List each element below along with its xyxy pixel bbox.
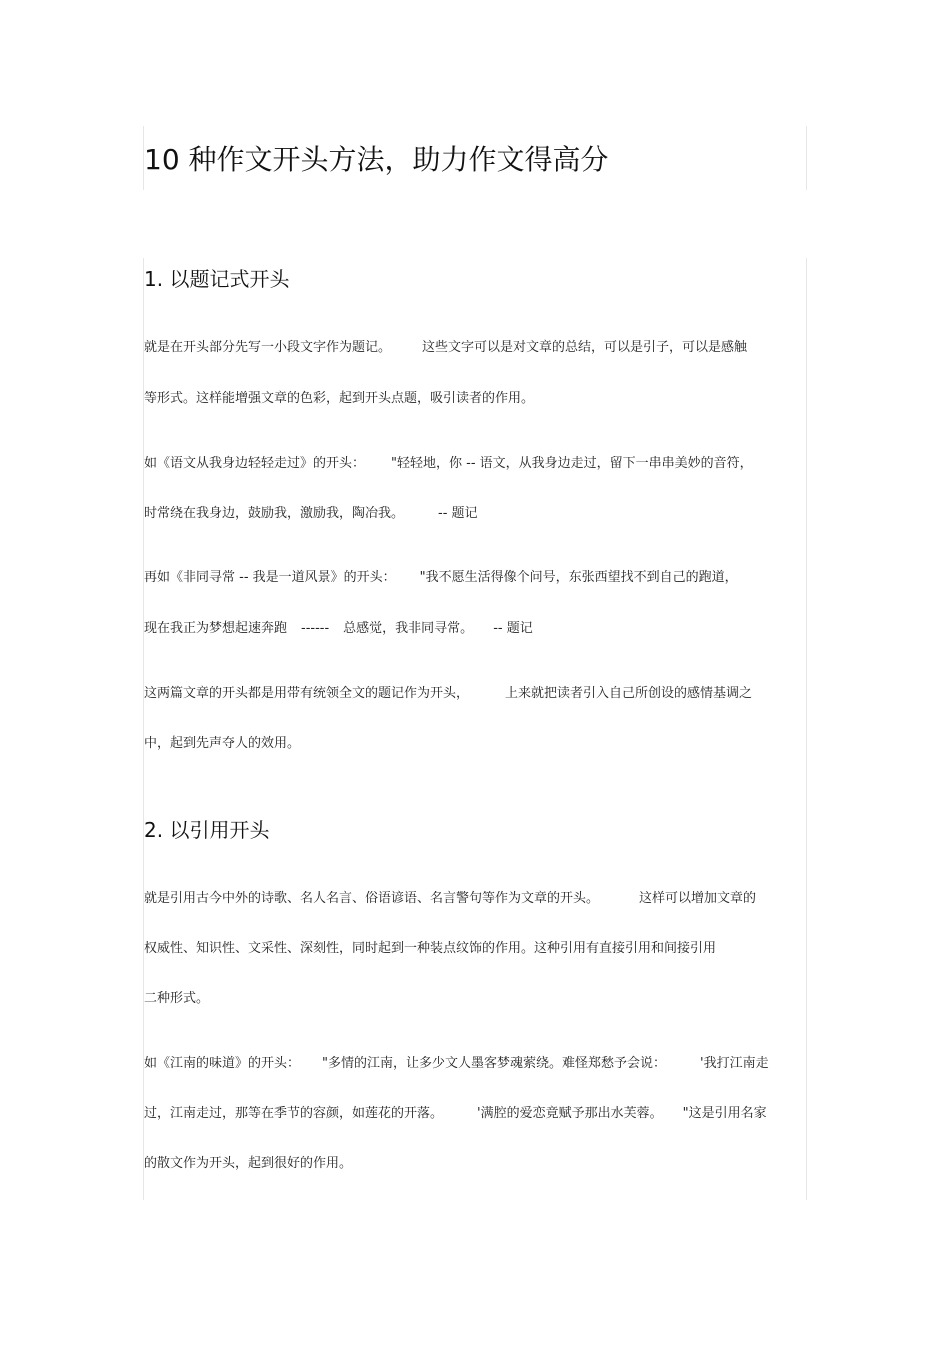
text-run: 就是在开头部分先写一小段文字作为题记。 bbox=[144, 340, 392, 355]
paragraph-line bbox=[144, 889, 756, 909]
text-run: "多情的江南，让多少文人墨客梦魂萦绕。难怪郑愁予会说： bbox=[322, 1056, 666, 1071]
text-run: 上来就把读者引入自己所创设的感情基调之 bbox=[505, 686, 753, 701]
text-run: 二种形式。 bbox=[144, 991, 210, 1006]
text-run: 这两篇文章的开头都是用带有统领全文的题记作为开头， bbox=[144, 686, 470, 701]
paragraph-line bbox=[144, 684, 752, 704]
text-run: 的散文作为开头，起到很好的作用。 bbox=[144, 1156, 353, 1171]
section-heading: 2. 以引用开头 bbox=[144, 818, 270, 842]
text-run: ------ bbox=[301, 621, 330, 636]
text-run: 中，起到先声夺人的效用。 bbox=[144, 736, 301, 751]
paragraph-line bbox=[144, 1054, 769, 1074]
text-run: 过，江南走过，那等在季节的容颜，如莲花的开落。 bbox=[144, 1106, 444, 1121]
paragraph-line bbox=[144, 734, 300, 754]
body-block-right-rule bbox=[806, 258, 807, 1200]
text-run: 等形式。这样能增强文章的色彩，起到开头点题，吸引读者的作用。 bbox=[144, 391, 535, 406]
text-run: 总感觉，我非同寻常。 bbox=[343, 621, 474, 636]
paragraph-line bbox=[144, 619, 533, 639]
text-run: 时常绕在我身边，鼓励我，激励我，陶冶我。 bbox=[144, 506, 405, 521]
text-run: 如《语文从我身边轻轻走过》的开头： bbox=[144, 456, 366, 471]
text-run: 现在我正为梦想起速奔跑 bbox=[144, 621, 288, 636]
text-run: "轻轻地，你 -- 语文，从我身边走过，留下一串串美妙的音符， bbox=[391, 456, 753, 471]
title-block-right-rule bbox=[806, 126, 807, 190]
text-run: 这些文字可以是对文章的总结，可以是引子，可以是感触 bbox=[422, 340, 748, 355]
text-run: "我不愿生活得像个问号，东张西望找不到自己的跑道， bbox=[419, 570, 738, 585]
text-run: 再如《非同寻常 -- 我是一道风景》的开头： bbox=[144, 570, 396, 585]
text-run: 这样可以增加文章的 bbox=[639, 891, 757, 906]
text-run: -- 题记 bbox=[493, 621, 533, 636]
text-run: 就是引用古今中外的诗歌、名人名言、俗语谚语、名言警句等作为文章的开头。 bbox=[144, 891, 600, 906]
paragraph-line bbox=[144, 338, 747, 358]
text-run: "这是引用名家 bbox=[682, 1106, 767, 1121]
paragraph-line bbox=[144, 939, 716, 959]
paragraph-line bbox=[144, 389, 534, 409]
section-heading: 1. 以题记式开头 bbox=[144, 267, 290, 291]
paragraph-line bbox=[144, 1154, 352, 1174]
text-run: '满腔的爱恋竟赋予那出水芙蓉。 bbox=[477, 1106, 663, 1121]
paragraph-line bbox=[144, 568, 738, 588]
paragraph-line bbox=[144, 1104, 767, 1124]
document-title: 10 种作文开头方法，助力作文得高分 bbox=[144, 143, 609, 176]
text-run: '我打江南走 bbox=[700, 1056, 769, 1071]
text-run: -- 题记 bbox=[438, 506, 478, 521]
paragraph-line bbox=[144, 989, 209, 1009]
paragraph-line bbox=[144, 454, 753, 474]
text-run: 权威性、知识性、文采性、深刻性，同时起到一种装点纹饰的作用。这种引用有直接引用和间接引用 bbox=[144, 941, 717, 956]
paragraph-line bbox=[144, 504, 478, 524]
text-run: 如《江南的味道》的开头： bbox=[144, 1056, 301, 1071]
